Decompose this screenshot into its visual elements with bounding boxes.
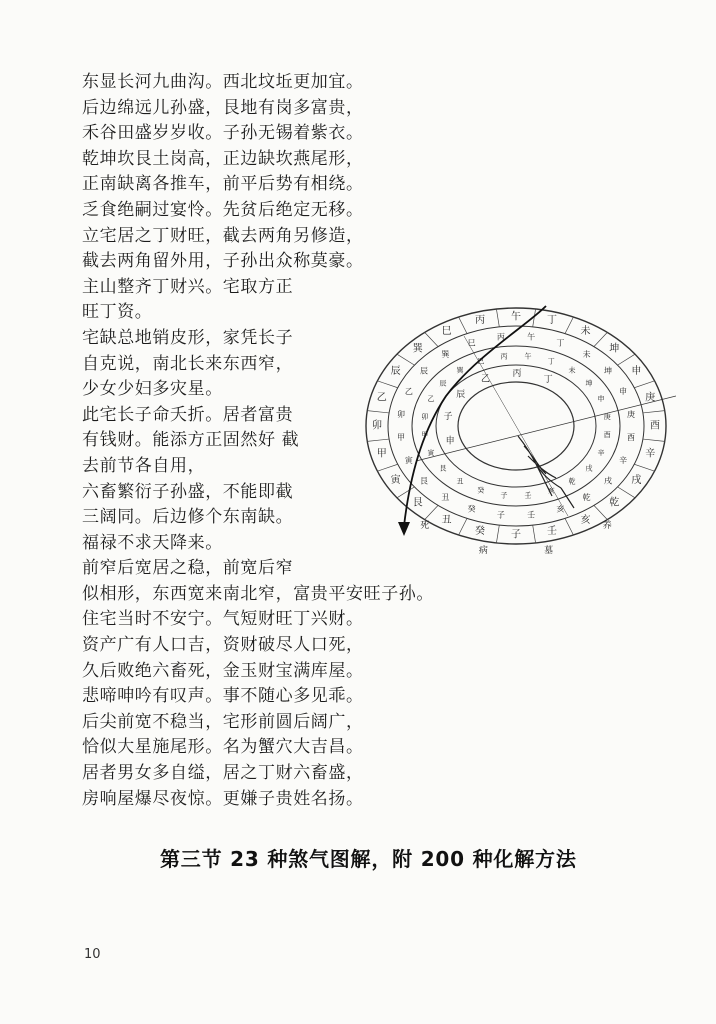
compass-outer-label: 乙 [376, 392, 387, 404]
compass-tick [377, 381, 397, 388]
compass-bottom-label: 养 [602, 520, 612, 531]
text-line: 悲啼呻吟有叹声。事不随心多见乖。 [82, 686, 364, 707]
compass-outer-label: 巳 [441, 326, 452, 338]
compass-center [416, 336, 676, 516]
compass-middle-label: 巳 [467, 338, 476, 348]
text-line: 正南缺离各推车，前平后势有相绕。 [82, 174, 364, 195]
compass-bottom-label: 墓 [544, 545, 554, 556]
compass-tick [377, 464, 397, 471]
compass-outer-label: 卯 [372, 420, 382, 432]
compass-inner-label: 午 [524, 352, 532, 361]
compass-center-label: 子 [443, 412, 453, 423]
compass-tick [397, 487, 414, 498]
text-line: 东显长河九曲沟。西北坟坵更加宜。 [82, 72, 364, 92]
compass-tick [397, 354, 414, 365]
compass-outer-label: 甲 [376, 448, 387, 460]
text-line: 恰似大星施尾形。名为蟹穴大吉昌。 [82, 737, 364, 758]
text-line: 前窄后宽居之稳，前宽后窄 [82, 558, 294, 579]
compass-middle-ring-labels [397, 331, 635, 519]
compass-middle-label: 坤 [604, 366, 613, 376]
text-line: 似相形，东西宽来南北窄，富贵平安旺子孙。 [82, 583, 434, 604]
compass-tick [496, 309, 499, 327]
compass-middle-label: 辛 [619, 455, 628, 465]
text-line: 主山整齐丁财兴。宅取方正 [82, 276, 294, 297]
page-number: 10 [84, 947, 101, 962]
compass-tick [367, 411, 389, 413]
compass-inner-label: 乾 [568, 477, 576, 486]
compass-outer-label: 乾 [609, 497, 620, 509]
compass-inner-label: 艮 [439, 464, 447, 473]
compass-inner-label: 甲 [421, 431, 429, 440]
compass-middle-label: 甲 [396, 433, 405, 443]
compass-inner-label: 庚 [603, 412, 611, 421]
compass-outer-label: 艮 [412, 497, 423, 509]
compass-outer-label: 申 [631, 366, 642, 377]
text-line: 六畜繁衍子孙盛，不能即截 [82, 481, 294, 502]
compass-tick [459, 317, 467, 334]
compass-outer-label: 丑 [441, 514, 452, 526]
compass-tick [618, 487, 635, 498]
compass-diagram [356, 296, 676, 572]
compass-tick [565, 518, 573, 535]
compass-inner-label: 丙 [500, 352, 508, 361]
text-line: 少女少妇多灾星。 [82, 379, 223, 400]
text-line: 资产广有人口吉，资财破尽人口死， [82, 635, 364, 656]
compass-middle-label: 午 [527, 332, 536, 342]
compass-bottom-label: 病 [478, 545, 488, 556]
compass-middle-label: 癸 [467, 504, 476, 514]
compass-middle-label: 子 [496, 510, 505, 520]
compass-middle-label: 丙 [496, 332, 505, 342]
compass-tick [643, 411, 665, 413]
compass-inner-label: 巽 [456, 366, 464, 375]
compass-outer-label: 戌 [631, 475, 642, 486]
compass-middle-label: 酉 [627, 433, 636, 443]
compass-inner-label: 申 [597, 395, 605, 404]
section-heading: 第三节 23 种煞气图解，附 200 种化解方法 [160, 847, 577, 871]
compass-outer-label: 巽 [412, 343, 423, 355]
text-line: 旺丁资。 [82, 302, 153, 323]
compass-middle-label: 丑 [441, 492, 450, 502]
compass-outer-label: 辛 [645, 448, 656, 460]
text-line: 禾谷田盛岁岁收。子孙无锡着紫衣。 [82, 123, 364, 144]
text-line: 宅缺总地销皮形，家凭长子 [82, 327, 294, 348]
compass-inner-label: 丑 [456, 477, 464, 486]
compass-tick [459, 518, 467, 535]
text-line: 自克说，南北长来东西窄， [82, 353, 294, 374]
text-line: 居者男女多自缢，居之丁财六畜盛， [82, 763, 364, 784]
compass-tick [634, 464, 654, 471]
text-line: 立宅居之丁财旺，截去两角另修造， [82, 225, 364, 246]
compass-middle-label: 戌 [604, 476, 613, 486]
compass-inner-label: 丁 [547, 357, 555, 366]
text-line: 此宅长子命夭折。居者富贵 [82, 404, 294, 425]
text-line: 三阔同。后边修个东南缺。 [82, 507, 294, 528]
compass-inner-label: 未 [568, 366, 576, 375]
compass-outer-label: 酉 [650, 420, 660, 432]
compass-inner-label: 子 [500, 491, 508, 500]
compass-bottom-labels [420, 368, 611, 556]
compass-middle-label: 艮 [419, 476, 428, 486]
compass-middle-label: 庚 [627, 409, 636, 419]
compass-outer-label: 壬 [546, 525, 557, 537]
compass-outer-label: 午 [511, 311, 521, 323]
compass-outer-label: 丙 [475, 315, 486, 327]
compass-tick [565, 317, 573, 334]
text-line: 久后败绝六畜死，金玉财宝满库屋。 [82, 660, 364, 681]
compass-tick [594, 505, 607, 519]
compass-inner-label: 坤 [585, 379, 593, 388]
compass-middle-label: 壬 [527, 510, 536, 520]
text-line: 截去两角留外用，子孙出众称莫豪。 [82, 251, 364, 272]
text-line: 福禄不求天降来。 [82, 532, 223, 553]
compass-middle-label: 辰 [419, 366, 428, 376]
compass-inner-label: 戌 [585, 464, 593, 473]
compass-middle-label: 卯 [396, 409, 405, 419]
compass-outer-label: 丁 [546, 315, 557, 327]
compass-inner-label: 壬 [524, 491, 532, 500]
compass-tick [594, 332, 607, 346]
compass-inner-label: 酉 [603, 431, 611, 440]
compass-outer-label: 癸 [475, 525, 486, 537]
compass-middle-label: 亥 [556, 504, 565, 514]
text-line: 后边绵远儿孙盛，艮地有岗多富贵， [82, 97, 364, 118]
compass-tick [634, 381, 654, 388]
text-line: 房响屋爆尽夜惊。更嫌子贵姓名扬。 [82, 788, 364, 809]
compass-center-label: 丁 [543, 375, 553, 386]
text-line: 有钱财。能添方正固然好 截 [82, 430, 300, 451]
text-line: 去前节各自用， [82, 455, 206, 476]
compass-middle-label: 乾 [582, 492, 591, 502]
compass-inner-label: 卯 [421, 412, 429, 421]
compass-tick [425, 332, 438, 346]
compass-center-label: 申 [445, 436, 455, 447]
compass-bottom-label: 死 [420, 520, 430, 531]
compass-middle-label: 寅 [404, 455, 413, 465]
compass-tick [367, 439, 389, 441]
compass-arrow-head [398, 522, 410, 536]
compass-outer-label: 子 [511, 529, 521, 541]
compass-tick [496, 525, 499, 543]
compass-center-label: 乙 [481, 374, 491, 385]
text-line: 后尖前宽不稳当，宅形前圆后阔广， [82, 711, 364, 732]
compass-inner-label: 癸 [477, 486, 485, 495]
compass-tick [618, 354, 635, 365]
compass-outer-label: 寅 [390, 475, 401, 486]
compass-outer-label: 庚 [645, 392, 656, 404]
compass-middle-label: 申 [619, 387, 628, 397]
compass-center-label: 丙 [512, 369, 522, 380]
compass-outer-label: 未 [580, 326, 591, 338]
compass-tick [533, 525, 536, 543]
compass-inner-label: 寅 [427, 448, 435, 457]
text-line: 住宅当时不安宁。气短财旺丁兴财。 [82, 609, 364, 630]
text-line: 乾坤坎艮土岗高，正边缺坎燕尾形， [82, 148, 364, 169]
compass-tick [643, 439, 665, 441]
compass-center-label: 辰 [456, 389, 466, 400]
compass-middle-label: 乙 [404, 387, 413, 397]
compass-outer-label: 亥 [580, 514, 591, 526]
compass-inner-label: 巳 [477, 357, 485, 366]
compass-inner-label: 辰 [439, 379, 447, 388]
compass-middle-label: 巽 [441, 350, 450, 360]
compass-inner-label: 乙 [427, 395, 435, 404]
compass-tick [425, 505, 438, 519]
compass-middle-label: 丁 [556, 338, 565, 348]
compass-middle-label: 未 [582, 350, 591, 360]
compass-outer-label: 辰 [390, 366, 401, 377]
compass-inner-label: 亥 [547, 486, 555, 495]
compass-outer-label: 坤 [609, 343, 620, 355]
compass-inner-label: 辛 [597, 448, 605, 457]
text-line: 乏食绝嗣过宴怜。先贫后绝定无移。 [82, 199, 364, 220]
